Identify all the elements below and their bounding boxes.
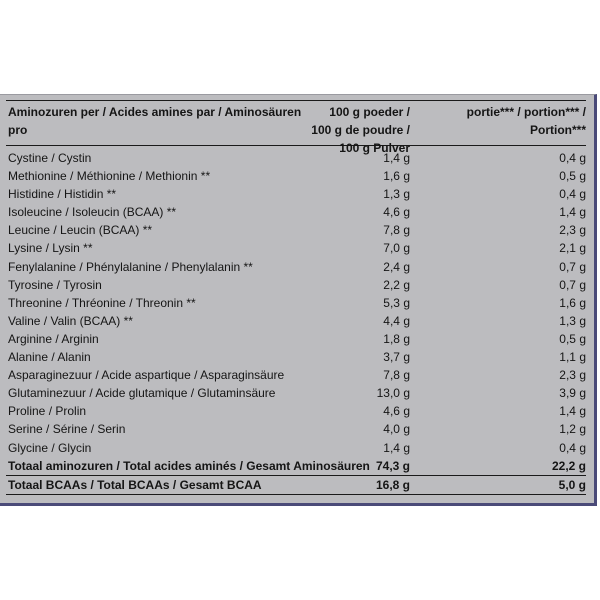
row-amino-acid-name: Glutaminezuur / Acide glutamique / Glutaminsäure: [8, 386, 276, 401]
row-amino-acid-name: Totaal aminozuren / Total acides aminés / Gesamt Aminosäuren: [8, 458, 370, 473]
table-row: [6, 348, 586, 366]
row-amino-acid-name: Valine / Valin (BCAA) **: [8, 313, 133, 328]
row-per-100g-value: 4,6 g: [383, 404, 410, 419]
row-per-100g-value: 7,0 g: [383, 241, 410, 256]
row-per-100g-value: 7,8 g: [383, 223, 410, 238]
row-per-portion-value: 1,4 g: [559, 404, 586, 419]
row-per-portion-value: 2,1 g: [559, 241, 586, 256]
row-per-portion-value: 1,6 g: [559, 295, 586, 310]
table-row: [6, 276, 586, 294]
header-amino-acids: Aminozuren per / Acides amines par / Aminosäuren pro: [8, 105, 302, 137]
row-per-100g-value: 1,3 g: [383, 187, 410, 202]
row-per-100g-value: 4,4 g: [383, 313, 410, 328]
total-row: [6, 457, 586, 475]
row-amino-acid-name: Histidine / Histidin **: [8, 187, 117, 202]
row-per-portion-value: 0,5 g: [559, 169, 586, 184]
row-per-portion-value: 1,2 g: [559, 422, 586, 437]
row-per-100g-value: 4,0 g: [383, 422, 410, 437]
table-row: [6, 420, 586, 438]
row-per-portion-value: 22,2 g: [551, 458, 586, 473]
row-amino-acid-name: Threonine / Thréonine / Threonin **: [8, 295, 196, 310]
row-per-portion-value: 0,4 g: [559, 187, 586, 202]
row-per-100g-value: 16,8 g: [375, 477, 410, 492]
row-per-portion-value: 1,1 g: [559, 350, 586, 365]
row-amino-acid-name: Asparaginezuur / Acide aspartique / Asparaginsäure: [8, 368, 285, 383]
nutrition-panel: [0, 94, 597, 506]
table-row: [6, 167, 586, 185]
table-body: [6, 146, 586, 494]
row-per-portion-value: 1,3 g: [559, 313, 586, 328]
row-per-100g-value: 13,0 g: [376, 386, 410, 401]
table-row: [6, 366, 586, 384]
row-per-100g-value: 2,4 g: [383, 259, 410, 274]
row-amino-acid-name: Isoleucine / Isoleucin (BCAA) **: [8, 205, 177, 220]
table-row: [6, 221, 586, 239]
row-amino-acid-name: Cystine / Cystin: [8, 151, 92, 165]
row-per-portion-value: 2,3 g: [559, 223, 586, 238]
row-per-100g-value: 1,4 g: [383, 151, 410, 165]
table-row: [6, 203, 586, 221]
table-row: [6, 384, 586, 402]
table-row: [6, 402, 586, 420]
row-per-portion-value: 0,5 g: [559, 331, 586, 346]
table-row: [6, 294, 586, 312]
table-row: [6, 239, 586, 257]
table-header: [6, 101, 586, 155]
table-row: [6, 149, 586, 167]
row-amino-acid-name: Tyrosine / Tyrosin: [8, 277, 102, 292]
table-row: [6, 185, 586, 203]
amino-acid-table: [6, 100, 586, 495]
row-amino-acid-name: Lysine / Lysin **: [8, 241, 93, 256]
row-per-100g-value: 2,2 g: [383, 277, 410, 292]
row-per-100g-value: 1,6 g: [383, 169, 410, 184]
row-per-100g-value: 3,7 g: [383, 350, 410, 365]
row-per-portion-value: 0,4 g: [559, 151, 586, 165]
table-row: [6, 439, 586, 457]
row-per-100g-value: 1,8 g: [383, 331, 410, 346]
table-row: [6, 258, 586, 276]
row-amino-acid-name: Totaal BCAAs / Total BCAAs / Gesamt BCAA: [8, 477, 262, 492]
row-amino-acid-name: Serine / Sérine / Serin: [8, 422, 126, 437]
total-row: [6, 475, 586, 494]
row-amino-acid-name: Arginine / Arginin: [8, 331, 99, 346]
row-per-portion-value: 3,9 g: [559, 386, 586, 401]
row-per-portion-value: 0,7 g: [559, 277, 586, 292]
row-amino-acid-name: Glycine / Glycin: [8, 440, 92, 455]
row-per-portion-value: 0,7 g: [559, 259, 586, 274]
row-amino-acid-name: Leucine / Leucin (BCAA) **: [8, 223, 153, 238]
row-amino-acid-name: Methionine / Méthionine / Methionin **: [8, 169, 211, 184]
row-amino-acid-name: Proline / Prolin: [8, 404, 87, 419]
row-per-100g-value: 1,4 g: [383, 440, 410, 455]
row-per-100g-value: 4,6 g: [383, 205, 410, 220]
row-per-portion-value: 0,4 g: [559, 440, 586, 455]
row-per-100g-value: 74,3 g: [375, 458, 410, 473]
row-per-portion-value: 1,4 g: [559, 205, 586, 220]
table-row: [6, 330, 586, 348]
row-per-100g-value: 5,3 g: [383, 295, 410, 310]
row-per-100g-value: 7,8 g: [383, 368, 410, 383]
header-per-100g: 100 g poeder / 100 g de poudre / 100 g Pulver: [311, 105, 410, 155]
table-row: [6, 312, 586, 330]
header-per-portion: portie*** / portion*** / Portion***: [466, 105, 586, 137]
row-amino-acid-name: Fenylalanine / Phénylalanine / Phenylalanin **: [8, 259, 253, 274]
row-per-portion-value: 5,0 g: [558, 477, 586, 492]
row-per-portion-value: 2,3 g: [559, 368, 586, 383]
row-amino-acid-name: Alanine / Alanin: [8, 350, 91, 365]
